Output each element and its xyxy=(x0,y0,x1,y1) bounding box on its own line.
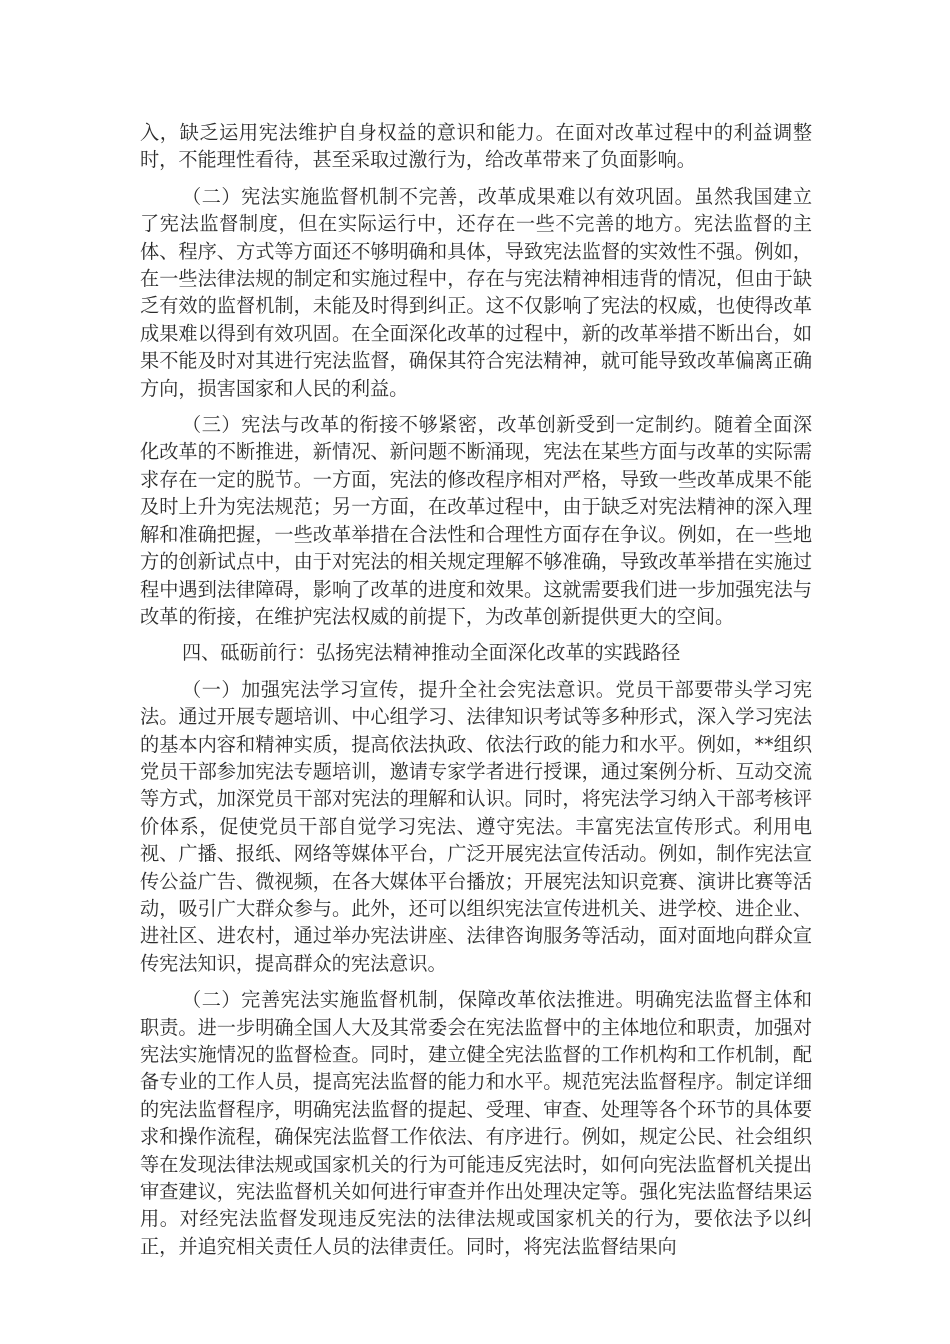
paragraph-supervision-mechanism: （二）宪法实施监督机制不完善，改革成果难以有效巩固。虽然我国建立了宪法监督制度，但在实际运行中，还存在一些不完善的地方。宪法监督的主体、程序、方式等方面还不够明确和具体，导致宪法监督的实效性不强。例如，在一些法律法规的制定和实施过程中，存在与宪法精神相违背的情况，但由于缺乏有效的监督机制，未能及时得到纠正。这不仅影响了宪法的权威，也使得改革成果难以得到有效巩固。在全面深化改革的过程中，新的改革举措不断出台，如果不能及时对其进行宪法监督，确保其符合宪法精神，就可能导致改革偏离正确方向，损害国家和人民的利益。 xyxy=(140,184,812,400)
document-body xyxy=(140,119,812,1269)
paragraph-constitution-reform-link: （三）宪法与改革的衔接不够紧密，改革创新受到一定制约。随着全面深化改革的不断推进，新情况、新问题不断涌现，宪法在某些方面与改革的实际需求存在一定的脱节。一方面，宪法的修改程序相对严格，导致一些改革成果不能及时上升为宪法规范；另一方面，在改革过程中，由于缺乏对宪法精神的深入理解和准确把握，一些改革举措在合法性和合理性方面存在争议。例如，在一些地方的创新试点中，由于对宪法的相关规定理解不够准确，导致改革举措在实施过程中遇到法律障碍，影响了改革的进度和效果。这就需要我们进一步加强宪法与改革的衔接，在维护宪法权威的前提下，为改革创新提供更大的空间。 xyxy=(140,413,812,628)
paragraph-study-publicity: （一）加强宪法学习宣传，提升全社会宪法意识。党员干部要带头学习宪法。通过开展专题培训、中心组学习、法律知识考试等多种形式，深入学习宪法的基本内容和精神实质，提高依法执政、依法行政的能力和水平。例如，**组织党员干部参加宪法专题培训，邀请专家学者进行授课，通过案例分析、互动交流等方式，加深党员干部对宪法的理解和认识。同时，将宪法学习纳入干部考核评价体系，促使党员干部自觉学习宪法、遵守宪法。丰富宪法宣传形式。利用电视、广播、报纸、网络等媒体平台，广泛开展宪法宣传活动。例如，制作宪法宣传公益广告、微视频，在各大媒体平台播放；开展宪法知识竞赛、演讲比赛等活动，吸引广大群众参与。此外，还可以组织宪法宣传进机关、进学校、进企业、进社区、进农村，通过举办宪法讲座、法律咨询服务等活动，面对面地向群众宣传宪法知识，提高群众的宪法意识。 xyxy=(140,677,812,975)
paragraph-improve-supervision: （二）完善宪法实施监督机制，保障改革依法推进。明确宪法监督主体和职责。进一步明确全国人大及其常委会在宪法监督中的主体地位和职责，加强对宪法实施情况的监督检查。同时，建立健全宪法监督的工作机构和工作机制，配备专业的工作人员，提高宪法监督的能力和水平。规范宪法监督程序。制定详细的宪法监督程序，明确宪法监督的提起、受理、审查、处理等各个环节的具体要求和操作流程，确保宪法监督工作依法、有序进行。例如，规定公民、社会组织等在发现法律法规或国家机关的行为可能违反宪法时，如何向宪法监督机关提出审查建议，宪法监督机关如何进行审查并作出处理决定等。强化宪法监督结果运用。对经宪法监督发现违反宪法的法律法规或国家机关的行为，要依法予以纠正，并追究相关责任人员的法律责任。同时，将宪法监督结果向 xyxy=(140,988,812,1258)
section-heading-four: 四、砥砺前行：弘扬宪法精神推动全面深化改革的实践路径 xyxy=(182,641,681,665)
continuation-paragraph: 入，缺乏运用宪法维护自身权益的意识和能力。在面对改革过程中的利益调整时，不能理性看待，甚至采取过激行为，给改革带来了负面影响。 xyxy=(140,121,812,172)
